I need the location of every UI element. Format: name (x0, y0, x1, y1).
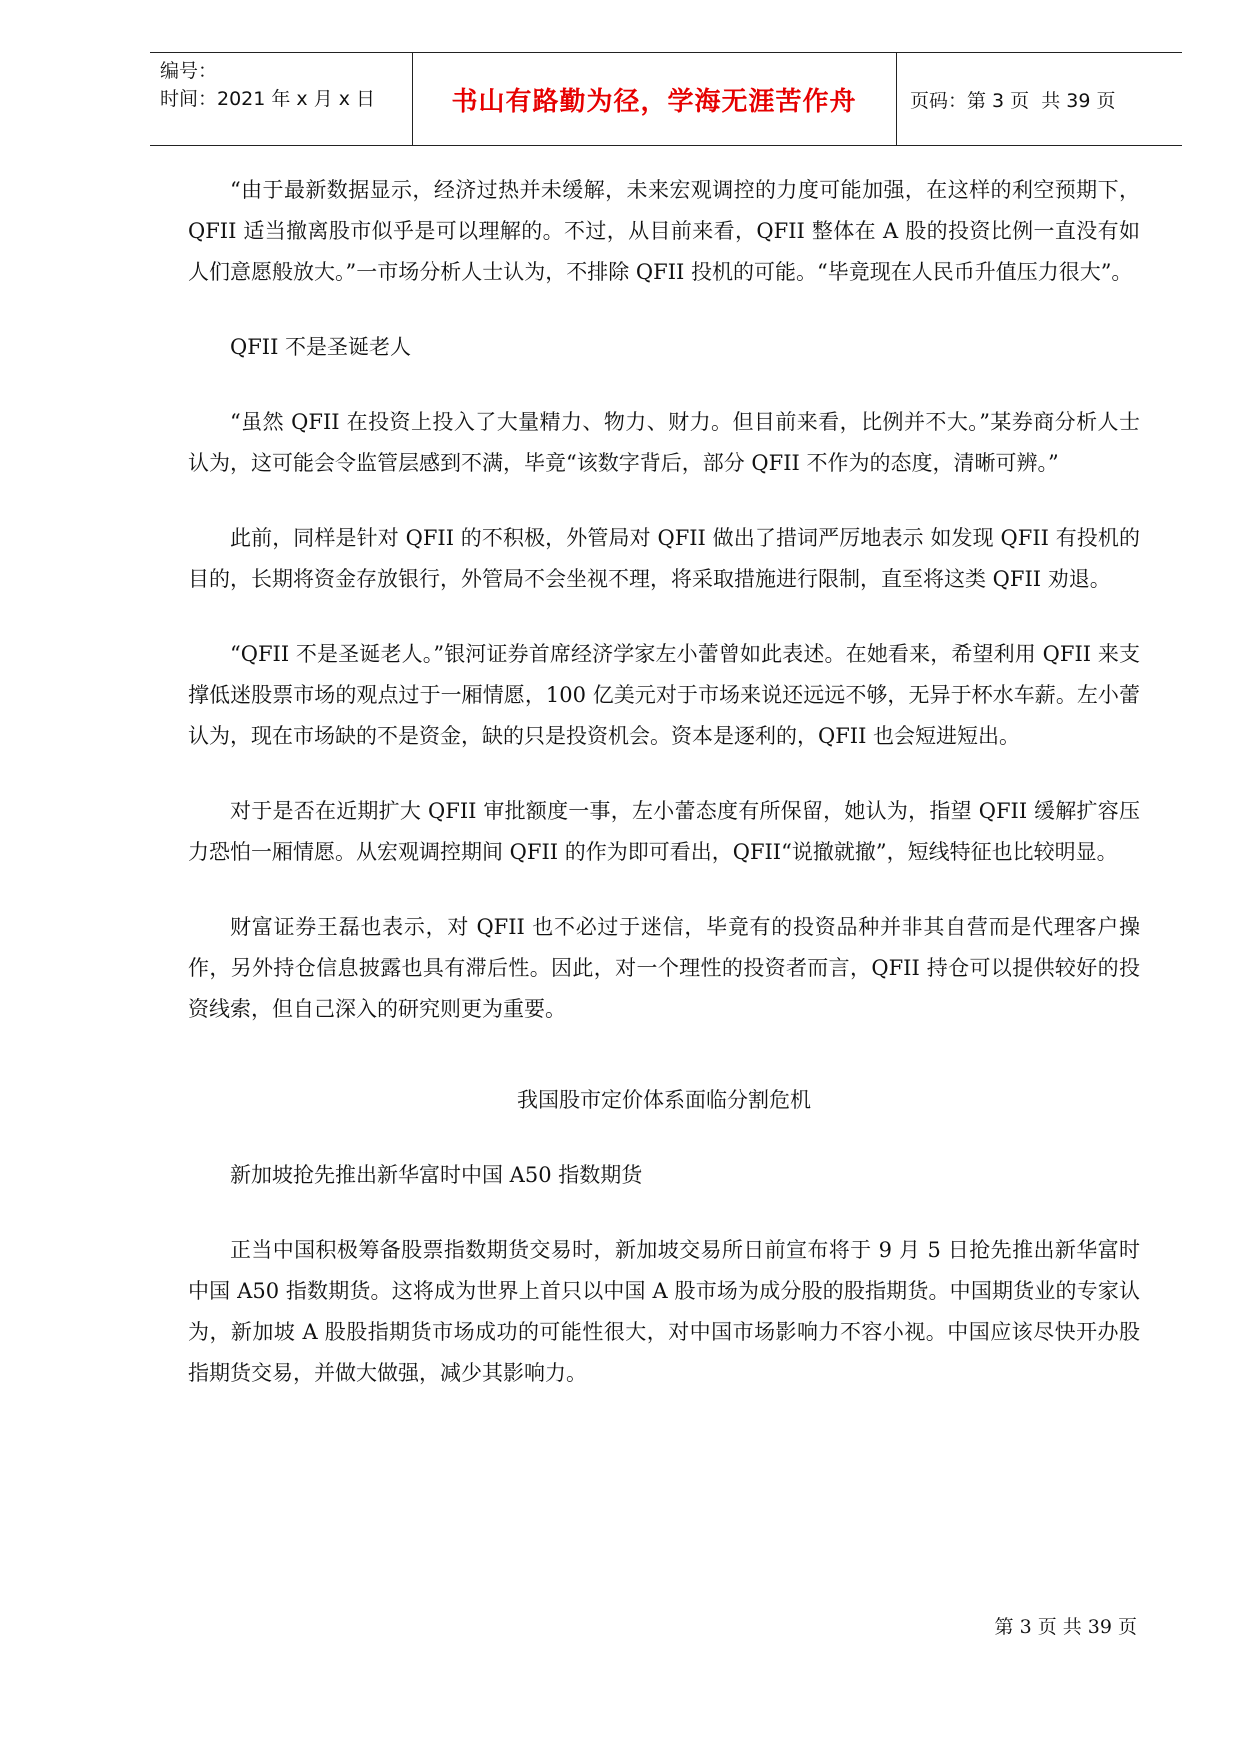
paragraph-1: “由于最新数据显示，经济过热并未缓解，未来宏观调控的力度可能加强，在这样的利空预期下，QFII 适当撤离股市似乎是可以理解的。不过，从目前来看，QFII 整体在 A 股的投资比例一直没有如人们意愿般放大。”一市场分析人士认为，不排除 QFII 投机的可能。“毕竟现在人民币升值压力很大”。 (188, 178, 1140, 284)
header-page-info: 页码：第 3 页 共 39 页 (910, 89, 1116, 112)
time-label: 时间：2021 年 x 月 x 日 (160, 88, 376, 110)
subheading-a50: 新加坡抢先推出新华富时中国 A50 指数期货 (230, 1163, 643, 1187)
serial-label: 编号： (160, 60, 218, 82)
section-title: 我国股市定价体系面临分割危机 (517, 1088, 811, 1112)
paragraph-7: 正当中国积极筹备股票指数期货交易时，新加坡交易所日前宣布将于 9 月 5 日抢先推出新华富时中国 A50 指数期货。这将成为世界上首只以中国 A 股市场为成分股的股指期货。中国期货业的专家认为，新加坡 A 股股指期货市场成功的可能性很大，对中国市场影响力不容小视。中国应该尽快开办股指期货交易，并做大做强，减少其影响力。 (188, 1238, 1140, 1385)
header-meta (160, 57, 375, 113)
paragraph-2: “虽然 QFII 在投资上投入了大量精力、物力、财力。但目前来看，比例并不大。”某券商分析人士认为，这可能会令监管层感到不满，毕竟“该数字背后，部分 QFII 不作为的态度，清晰可辨。” (188, 410, 1140, 475)
header-divider-right (896, 53, 897, 145)
subheading-qfii: QFII 不是圣诞老人 (230, 335, 412, 359)
paragraph-5: 对于是否在近期扩大 QFII 审批额度一事，左小蕾态度有所保留，她认为，指望 QFII 缓解扩容压力恐怕一厢情愿。从宏观调控期间 QFII 的作为即可看出，QFII“说撤就撤”，短线特征也比较明显。 (188, 799, 1140, 864)
paragraph-3: 此前，同样是针对 QFII 的不积极，外管局对 QFII 做出了措词严厉地表示 如发现 QFII 有投机的目的，长期将资金存放银行，外管局不会坐视不理，将采取措施进行限制，直至将这类 QFII 劝退。 (188, 526, 1140, 591)
document-body (188, 170, 1140, 1428)
paragraph-6: 财富证券王磊也表示，对 QFII 也不必过于迷信，毕竟有的投资品种并非其自营而是代理客户操作，另外持仓信息披露也具有滞后性。因此，对一个理性的投资者而言，QFII 持仓可以提供较好的投资线索，但自己深入的研究则更为重要。 (188, 915, 1140, 1021)
paragraph-4: “QFII 不是圣诞老人。”银河证券首席经济学家左小蕾曾如此表述。在她看来，希望利用 QFII 来支撑低迷股票市场的观点过于一厢情愿，100 亿美元对于市场来说还远远不够，无异于杯水车薪。左小蕾认为，现在市场缺的不是资金，缺的只是投资机会。资本是逐利的，QFII 也会短进短出。 (188, 642, 1140, 748)
header-motto: 书山有路勤为径，学海无涯苦作舟 (451, 86, 857, 117)
page-header (150, 52, 1182, 146)
page-footer: 第 3 页 共 39 页 (994, 1616, 1137, 1638)
